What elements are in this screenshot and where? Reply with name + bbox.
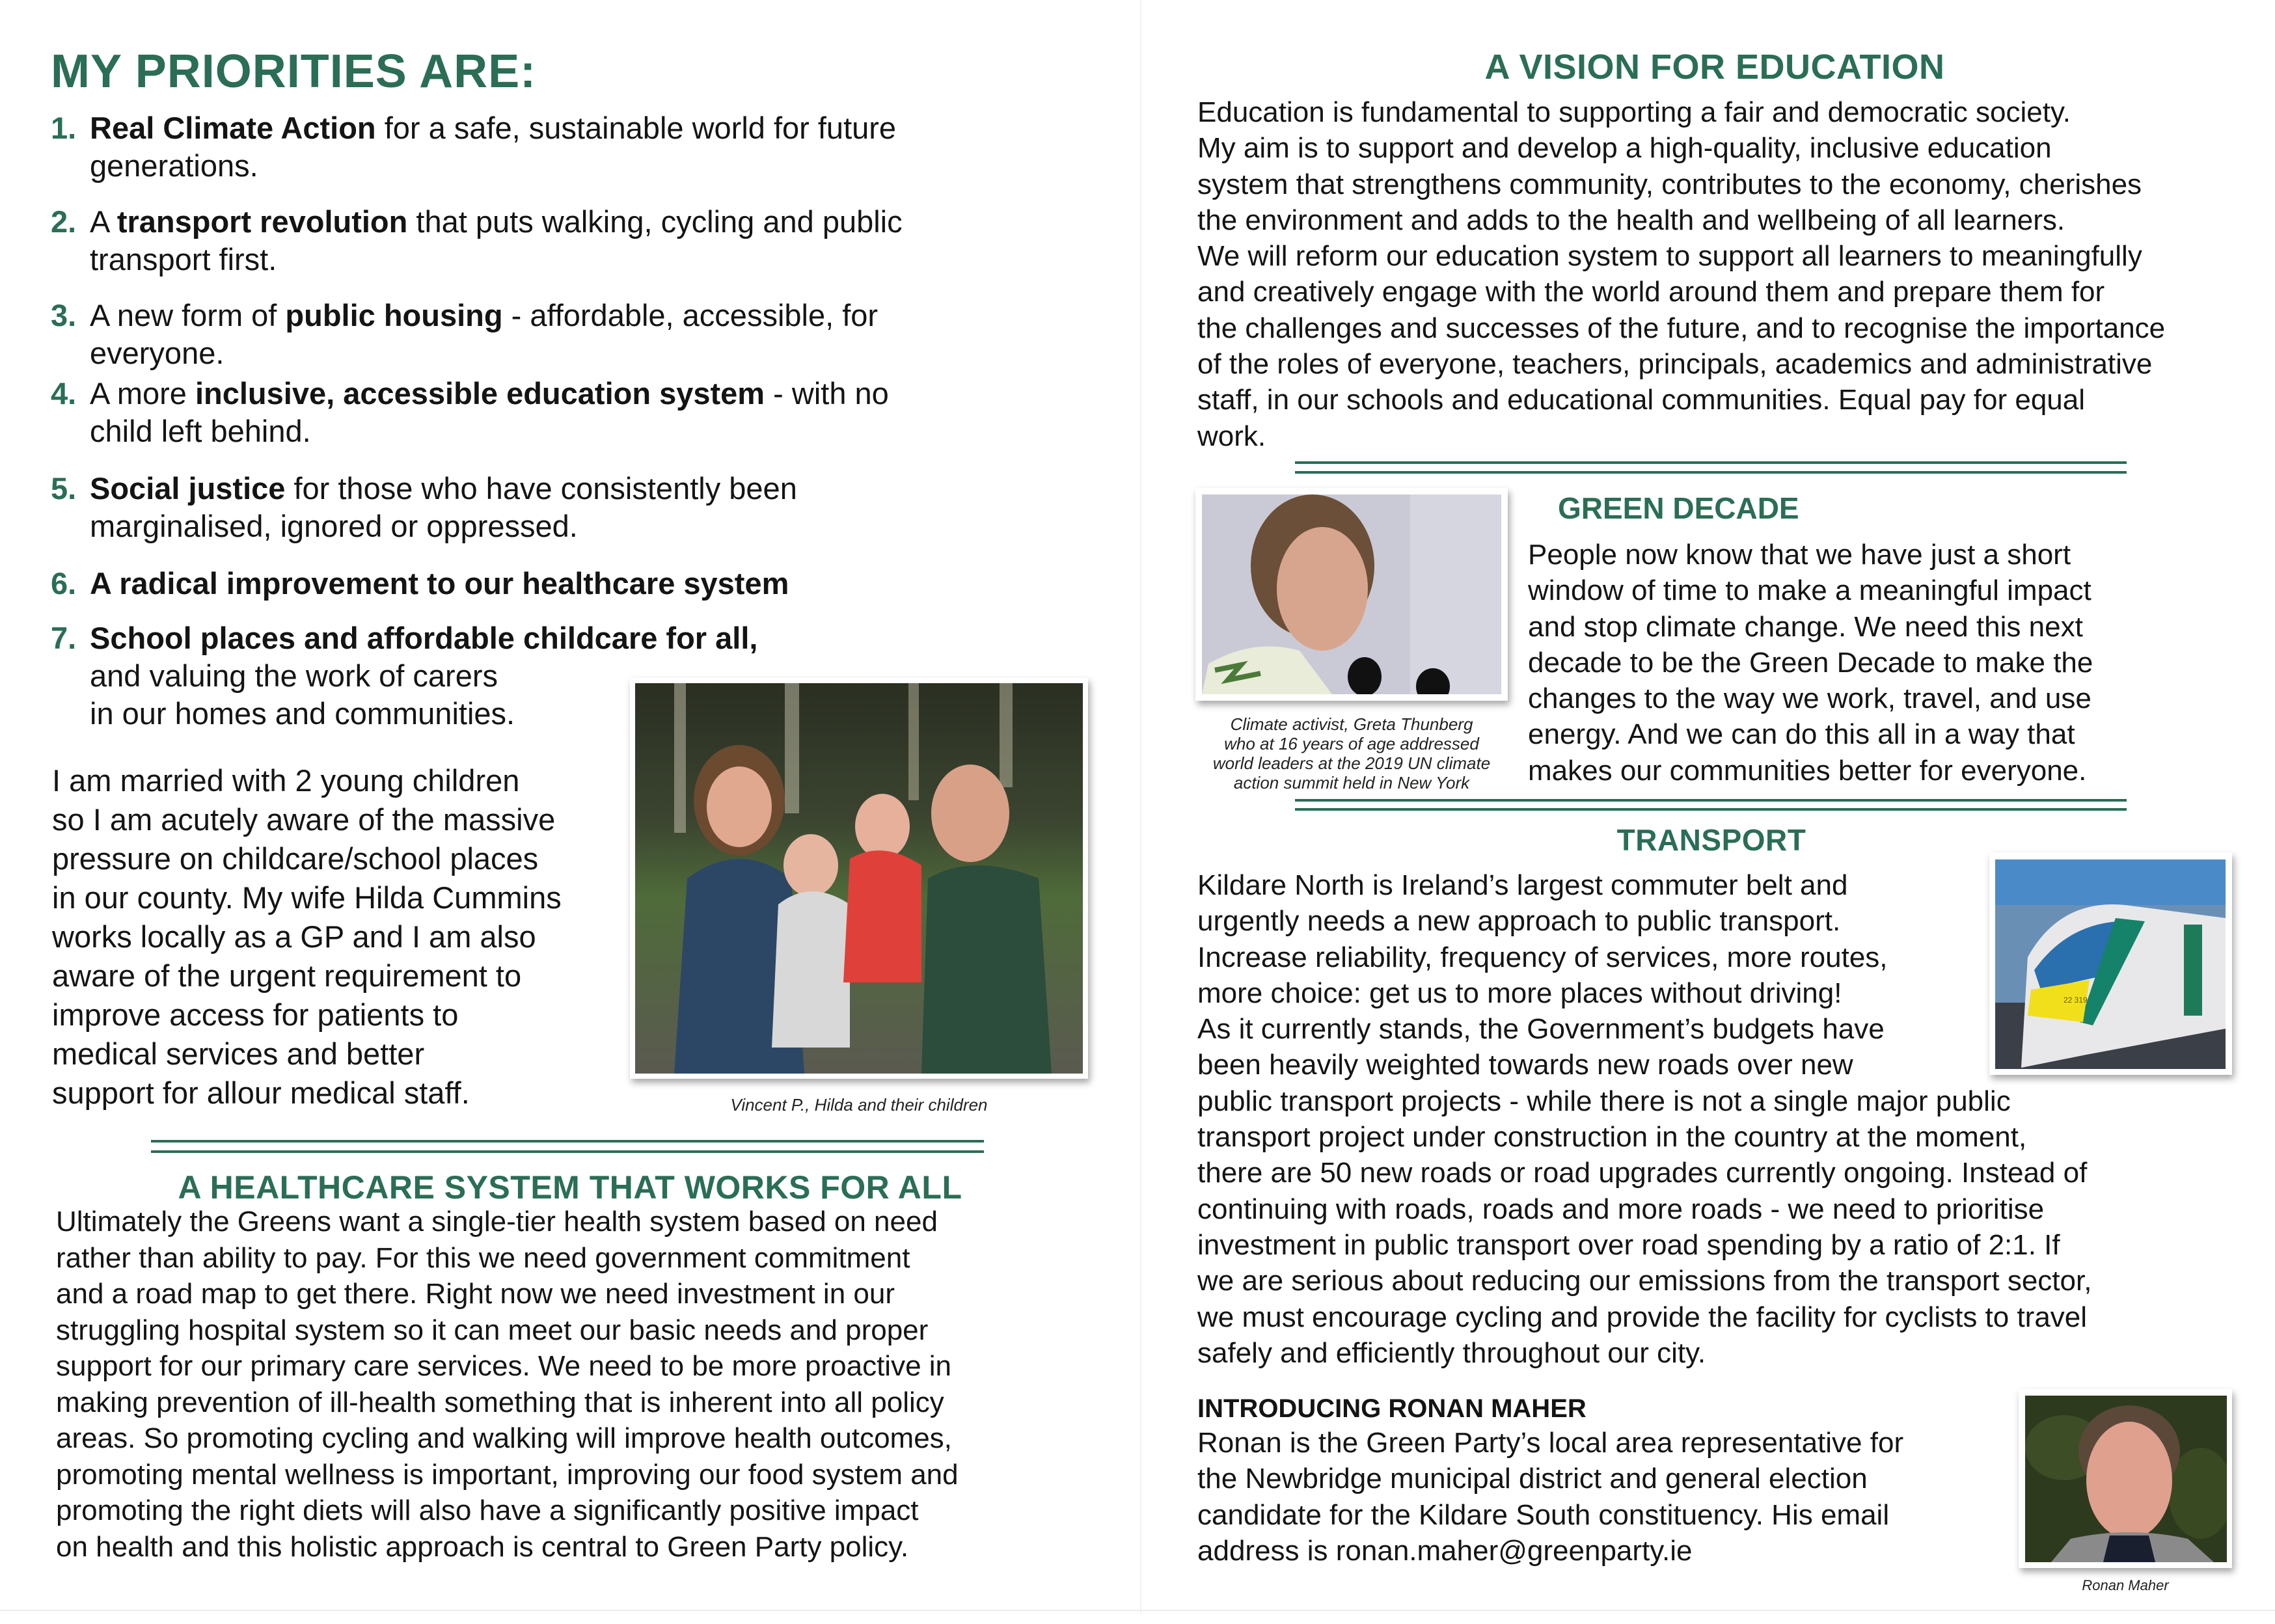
priority-bold: public housing — [285, 298, 503, 332]
text-line: making prevention of ill-health something that is inherent into all policy — [56, 1386, 944, 1418]
text-line — [1197, 1533, 2011, 1569]
education-paragraph — [1197, 94, 2265, 454]
text-line: of the roles of everyone, teachers, principals, academics and administrative — [1197, 348, 2153, 381]
family-photo-image — [635, 683, 1083, 1074]
priority-item-1 — [51, 109, 1124, 185]
train-number-label: 22 319 — [2064, 995, 2088, 1005]
priority-cont: transport first. — [90, 242, 277, 277]
ronan-photo-caption: Ronan Maher — [2082, 1577, 2169, 1593]
text-line: there are 50 new roads or road upgrades currently ongoing. Instead of — [1197, 1157, 2088, 1189]
family-photo — [635, 683, 1083, 1074]
priority-number: 1. — [51, 111, 77, 145]
text-line: public transport projects - while there is not a single major public — [1197, 1085, 2011, 1117]
ronan-heading: INTRODUCING RONAN MAHER — [1197, 1394, 1587, 1423]
greta-photo-frame — [1195, 488, 1508, 701]
greta-photo-caption — [1191, 714, 1512, 792]
text-line: on health and this holistic approach is central to Green Party policy. — [56, 1530, 909, 1563]
priority-item-2 — [51, 203, 1124, 278]
priority-item-4 — [51, 375, 1124, 450]
text-line: As it currently stands, the Government’s budgets have — [1197, 1013, 1885, 1046]
priority-bold: Social justice — [90, 471, 286, 506]
priorities-heading: MY PRIORITIES ARE: — [51, 46, 537, 98]
family-paragraph — [52, 761, 625, 1113]
divider-line — [151, 1140, 984, 1143]
text-line: staff, in our schools and educational communities. Equal pay for equal — [1197, 384, 2085, 416]
ronan-photo-frame — [2019, 1389, 2232, 1568]
text-line: support for allour medical staff. — [52, 1076, 470, 1110]
text-line: the environment and adds to the health and wellbeing of all learners. — [1197, 204, 2065, 236]
priority-bold: transport revolution — [116, 204, 408, 239]
priority-post: - affordable, accessible, for — [502, 298, 879, 332]
priority-pre: A — [90, 204, 117, 239]
transport-heading: TRANSPORT — [1616, 823, 1806, 857]
page-bottom-edge — [0, 1610, 2275, 1611]
caption-line: action summit held in New York — [1233, 773, 1470, 792]
priority-post: for a safe, sustainable world for future — [375, 111, 897, 145]
text-line: aware of the urgent requirement to — [52, 958, 522, 993]
priority-bold: A radical improvement to our healthcare system — [90, 566, 789, 601]
text-line: window of time to make a meaningful impact — [1528, 575, 2091, 607]
priority-cont: child left behind. — [90, 414, 311, 448]
text-line: makes our communities better for everyone. — [1528, 754, 2087, 787]
text-line: investment in public transport over road spending by a ratio of 2:1. If — [1197, 1228, 2060, 1261]
text-line: People now know that we have just a short — [1528, 539, 2071, 571]
priority-cont: generations. — [90, 148, 258, 183]
text-line: the Newbridge municipal district and general election — [1197, 1463, 1868, 1495]
priority-post: for those who have consistently been — [285, 471, 797, 506]
text-line: we are serious about reducing our emissions from the transport sector, — [1197, 1265, 2092, 1297]
divider-line — [1295, 808, 2127, 811]
ronan-photo — [2025, 1396, 2227, 1562]
priority-bold: School places and affordable childcare for all, — [90, 621, 758, 655]
text-line: continuing with roads, roads and more roads - we need to prioritise — [1197, 1193, 2045, 1225]
text-line: Ronan is the Green Party’s local area representative for — [1197, 1427, 1904, 1459]
divider-line — [1295, 799, 2127, 802]
priority-number: 7. — [51, 621, 77, 655]
text-line: Kildare North is Ireland’s largest commuter belt and — [1197, 869, 1848, 901]
text-line: so I am acutely aware of the massive — [52, 802, 556, 837]
text-line: Ultimately the Greens want a single-tier health system based on need — [56, 1206, 938, 1238]
priority-cont: in our homes and communities. — [90, 696, 515, 731]
priority-number: 5. — [51, 471, 77, 506]
priority-number: 2. — [51, 204, 77, 239]
ronan-photo-image — [2025, 1396, 2227, 1562]
priority-post: - with no — [765, 376, 889, 411]
ronan-email: address is ronan.maher@greenparty.ie — [1197, 1534, 1693, 1567]
priority-post: that puts walking, cycling and public — [407, 204, 903, 239]
text-line: rather than ability to pay. For this we need government commitment — [56, 1241, 910, 1274]
text-line: We will reform our education system to support all learners to meaningfully — [1197, 240, 2142, 273]
text-line: improve access for patients to — [52, 997, 459, 1032]
text-line: and stop climate change. We need this next — [1528, 610, 2083, 643]
priority-cont: marginalised, ignored or oppressed. — [90, 509, 578, 543]
text-line: energy. And we can do this all in a way that — [1528, 718, 2075, 751]
ronan-paragraph — [1197, 1425, 2011, 1569]
text-line: safely and efficiently throughout our city. — [1197, 1336, 1706, 1369]
priority-bold: inclusive, accessible education system — [195, 376, 765, 411]
priority-cont: everyone. — [90, 336, 225, 370]
caption-line: who at 16 years of age addressed — [1224, 734, 1479, 753]
text-line: Increase reliability, frequency of services, more routes, — [1197, 941, 1888, 973]
text-line: in our county. My wife Hilda Cummins — [52, 880, 562, 915]
priority-item-5 — [51, 470, 1124, 545]
page-fold — [1140, 0, 1141, 1614]
text-line: works locally as a GP and I am also — [52, 919, 536, 954]
priority-cont: and valuing the work of carers — [90, 658, 498, 693]
text-line: pressure on childcare/school places — [52, 841, 539, 876]
text-line: struggling hospital system so it can meet our basic needs and proper — [56, 1314, 929, 1346]
priority-number: 3. — [51, 298, 77, 332]
priority-number: 6. — [51, 566, 77, 601]
text-line: promoting mental wellness is important, improving our food system and — [56, 1458, 959, 1491]
priority-bold: Real Climate Action — [90, 111, 376, 145]
priority-item-3 — [51, 297, 1124, 372]
priority-pre: A more — [90, 376, 195, 411]
transport-paragraph — [1197, 867, 2265, 1371]
text-line: areas. So promoting cycling and walking will improve health outcomes, — [56, 1422, 952, 1454]
text-line: support for our primary care services. We need to be more proactive in — [56, 1350, 952, 1382]
caption-line: world leaders at the 2019 UN climate — [1212, 753, 1491, 773]
text-line: we must encourage cycling and provide the facility for cyclists to travel — [1197, 1301, 2088, 1333]
green-decade-paragraph — [1528, 537, 2263, 789]
family-photo-caption: Vincent P., Hilda and their children — [730, 1095, 988, 1115]
greta-photo-image — [1202, 494, 1501, 694]
divider-line — [1295, 461, 2127, 464]
text-line: My aim is to support and develop a high-quality, inclusive education — [1197, 132, 2052, 165]
greta-photo — [1202, 494, 1501, 694]
family-photo-frame — [630, 678, 1088, 1079]
text-line: more choice: get us to more places without driving! — [1197, 977, 1842, 1009]
text-line: transport project under construction in the country at the moment, — [1197, 1121, 2027, 1154]
text-line: work. — [1197, 420, 1266, 452]
divider-line — [151, 1150, 984, 1153]
text-line: Education is fundamental to supporting a fair and democratic society. — [1197, 96, 2071, 128]
priority-pre: A new form of — [90, 298, 286, 332]
text-line: urgently needs a new approach to public transport. — [1197, 905, 1841, 938]
text-line: been heavily weighted towards new roads over new — [1197, 1049, 1853, 1081]
text-line: system that strengthens community, contributes to the economy, cherishes — [1197, 168, 2142, 200]
text-line: I am married with 2 young children — [52, 763, 520, 798]
green-decade-heading: GREEN DECADE — [1558, 491, 1799, 525]
text-line: and a road map to get there. Right now we need investment in our — [56, 1278, 895, 1310]
priority-number: 4. — [51, 376, 77, 411]
healthcare-heading: A HEALTHCARE SYSTEM THAT WORKS FOR ALL — [178, 1169, 962, 1206]
divider-line — [1295, 471, 2127, 474]
text-line: medical services and better — [52, 1036, 425, 1071]
text-line: candidate for the Kildare South constituency. His email — [1197, 1498, 1890, 1531]
education-heading: A VISION FOR EDUCATION — [1484, 47, 1945, 87]
priority-item-6 — [51, 565, 1124, 602]
text-line: the challenges and successes of the future, and to recognise the importance — [1197, 312, 2166, 344]
text-line: changes to the way we work, travel, and use — [1528, 683, 2091, 715]
healthcare-paragraph — [56, 1204, 1123, 1565]
text-line: promoting the right diets will also have a significantly positive impact — [56, 1495, 919, 1526]
caption-line: Climate activist, Greta Thunberg — [1230, 714, 1473, 734]
text-line: and creatively engage with the world around them and prepare them for — [1197, 276, 2105, 308]
text-line: decade to be the Green Decade to make the — [1528, 646, 2093, 679]
